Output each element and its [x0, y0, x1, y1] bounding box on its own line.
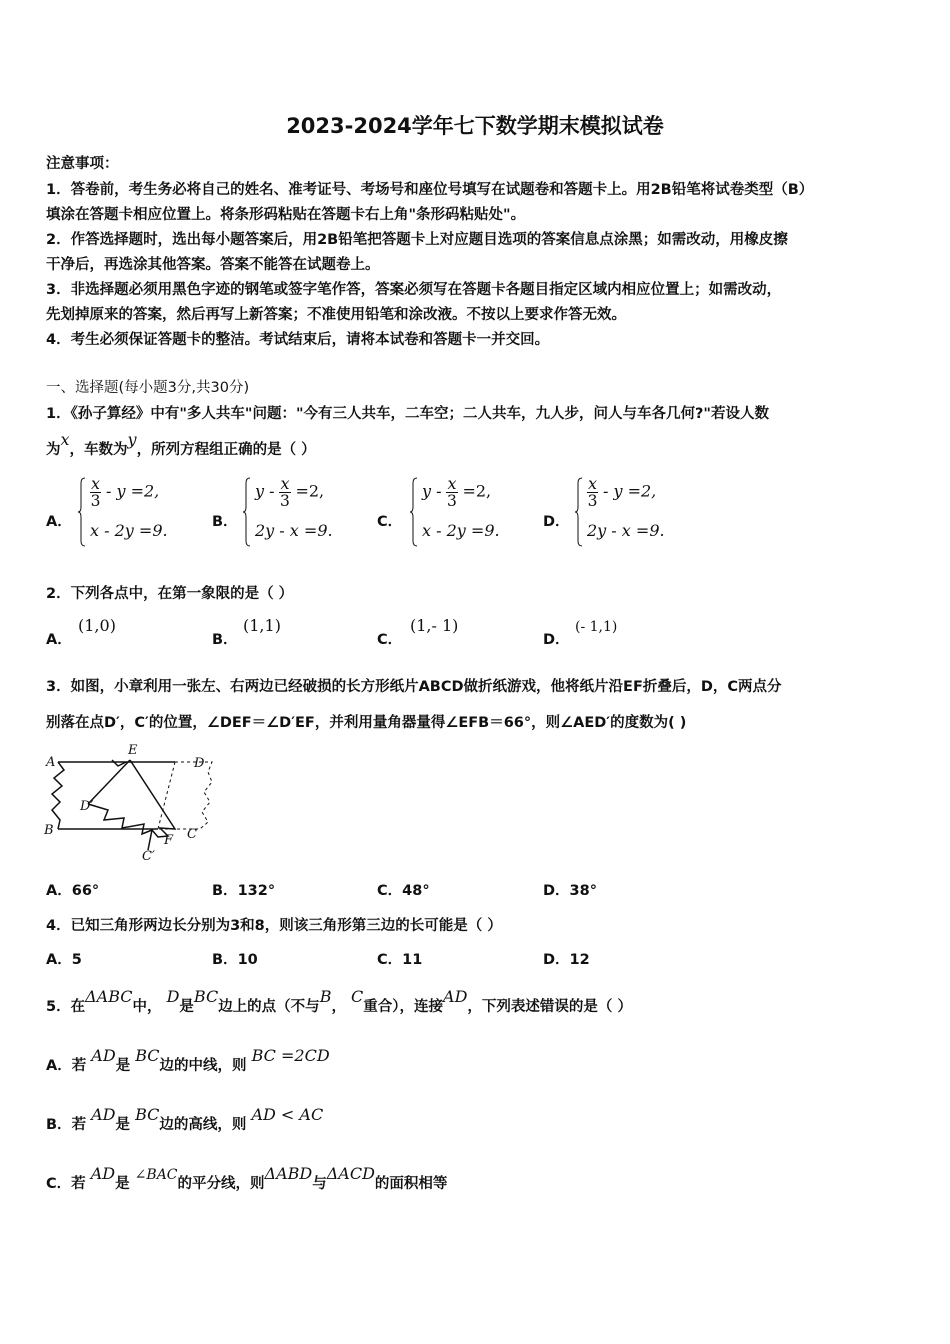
q1-option-c-label: C．: [377, 514, 403, 530]
label-f: F: [164, 833, 174, 848]
q5-stem: 5．在ΔABC中， D是BC边上的点（不与B， C重合），连接AD，下列表述错误的是（ ）: [46, 987, 632, 1015]
q2-stem: 2．下列各点中，在第一象限的是（ ）: [46, 586, 294, 602]
q4-option-a: A．5: [46, 952, 82, 968]
q4-stem: 4．已知三角形两边长分别为3和8，则该三角形第三边的长可能是（ ）: [46, 918, 502, 934]
label-b: B: [44, 823, 54, 838]
label-d-prime: D′: [80, 799, 94, 814]
q3-option-b: B．132°: [212, 883, 276, 899]
section-heading: 一、选择题(每小题3分,共30分): [46, 380, 250, 396]
q3-stem-line2: 别落在点D′，C′的位置，∠DEF＝∠D′EF，并利用量角器量得∠EFB＝66°，则∠AED′的度数为( ): [46, 715, 687, 731]
brace-icon: [243, 477, 251, 547]
brace-icon: [575, 477, 583, 547]
notice-line: 1．答卷前，考生务必将自己的姓名、准考证号、考场号和座位号填写在试题卷和答题卡上。用2B铅笔将试卷类型（B）: [46, 182, 814, 198]
q1-option-a-label: A．: [46, 514, 72, 530]
q2-option-c-value: (1,- 1): [410, 616, 459, 635]
figure-folded-torn-edge: [88, 804, 152, 850]
notice-line: 3．非选择题必须用黑色字迹的钢笔或签字笔作答，答案必须写在答题卡各题目指定区域内相应位置上；如需改动，: [46, 282, 782, 298]
q4-option-c: C．11: [377, 952, 423, 968]
brace-icon: [78, 477, 86, 547]
label-e: E: [128, 743, 138, 758]
q1-option-a-system: $\frac{x}{3}$ - y =2, x - 2y =9.: [78, 475, 188, 551]
notice-line: 先划掉原来的答案，然后再写上新答案；不准使用铅笔和涂改液。不按以上要求作答无效。: [46, 307, 626, 323]
q2-option-d-value: (- 1,1): [575, 619, 618, 635]
q5-option-a: A．若 AD是 BC边的中线，则 BC =2CD: [46, 1046, 330, 1074]
notice-line: 2．作答选择题时，选出每小题答案后，用2B铅笔把答题卡上对应题目选项的答案信息点涂黑；如需改动，用橡皮擦: [46, 232, 788, 248]
q3-figure: [40, 742, 220, 867]
page-title: 2023-2024学年七下数学期末模拟试卷: [286, 114, 664, 138]
q3-option-c: C．48°: [377, 883, 430, 899]
q4-option-b: B．10: [212, 952, 258, 968]
q2-option-c-label: C．: [377, 632, 403, 648]
q2-option-a-value: (1,0): [78, 616, 116, 635]
q1-stem-line2: 为x，车数为y，所列方程组正确的是（ ）: [46, 430, 316, 458]
q4-option-d: D．12: [543, 952, 590, 968]
q2-option-d-label: D．: [543, 632, 570, 648]
label-a: A: [46, 755, 56, 770]
figure-original-part: [158, 762, 212, 829]
q1-option-b-label: B．: [212, 514, 238, 530]
q5-option-c: C．若 AD是 ∠BAC的平分线，则ΔABD与ΔACD的面积相等: [46, 1164, 448, 1192]
q3-option-d: D．38°: [543, 883, 597, 899]
q1-option-d-system: $\frac{x}{3}$ - y =2, 2y - x =9.: [575, 475, 685, 551]
q1-option-d-label: D．: [543, 514, 570, 530]
brace-icon: [410, 477, 418, 547]
q1-stem-line1: 1．《孙子算经》中有"多人共车"问题："今有三人共车，二车空；二人共车，九人步，问人与车各几何?"若设人数: [46, 406, 769, 422]
q2-option-b-label: B．: [212, 632, 238, 648]
q3-stem-line1: 3．如图，小章利用一张左、右两边已经破损的长方形纸片ABCD做折纸游戏，他将纸片沿EF折叠后，D，C两点分: [46, 679, 782, 695]
figure-angle-mark: [112, 760, 126, 766]
figure-torn-left-edge: [52, 762, 64, 829]
q1-option-b-system: y - $\frac{x}{3}$ =2, 2y - x =9.: [243, 475, 353, 551]
notice-line: 干净后，再选涂其他答案。答案不能答在试题卷上。: [46, 257, 380, 273]
q2-option-a-label: A．: [46, 632, 72, 648]
label-d: D: [194, 756, 205, 771]
label-c: C: [187, 827, 197, 842]
q5-option-b: B．若 AD是 BC边的高线，则 AD < AC: [46, 1105, 324, 1133]
notice-heading: 注意事项：: [46, 156, 119, 172]
figure-fold-line-ef: [158, 762, 175, 829]
q3-option-a: A．66°: [46, 883, 100, 899]
notice-line: 4．考生必须保证答题卡的整洁。考试结束后，请将本试卷和答题卡一并交回。: [46, 332, 550, 348]
notice-line: 填涂在答题卡相应位置上。将条形码粘贴在答题卡右上角"条形码粘贴处"。: [46, 207, 526, 223]
label-c-prime: C′: [142, 849, 155, 864]
figure-labels: [43, 743, 205, 864]
figure-fold-ed: [88, 760, 130, 804]
q1-option-c-system: y - $\frac{x}{3}$ =2, x - 2y =9.: [410, 475, 520, 551]
q2-option-b-value: (1,1): [243, 616, 281, 635]
